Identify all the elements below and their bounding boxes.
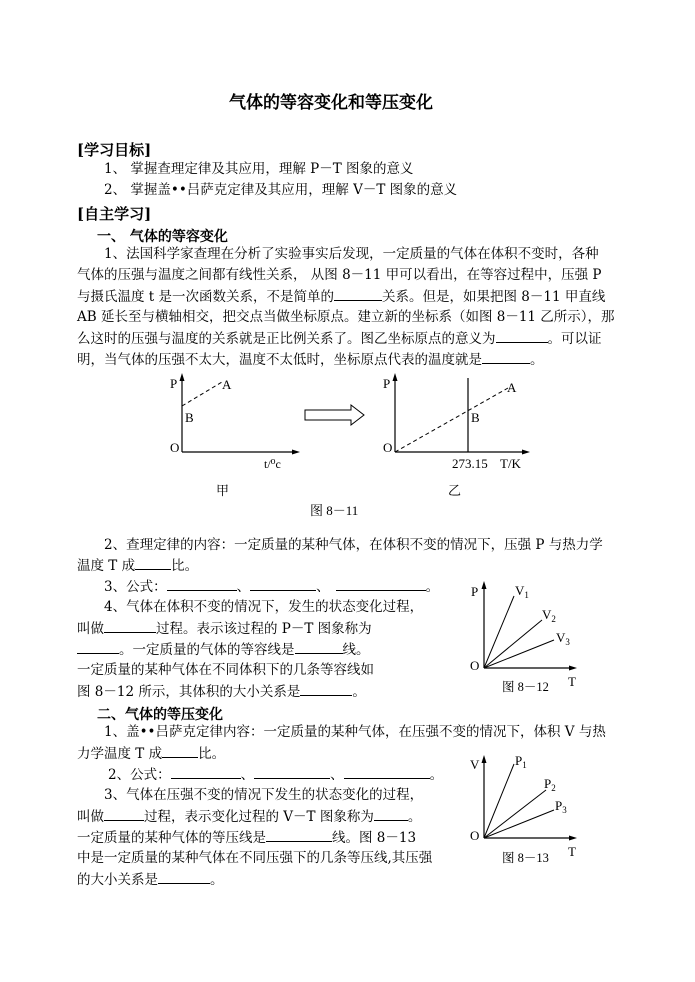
f12-axis-t: T — [568, 674, 576, 689]
yi-tick-273: 273.15 — [452, 456, 488, 471]
s1-p1-line3 — [77, 288, 605, 305]
s2-p3-line2-c: 。 — [407, 809, 422, 825]
s2-p3-line5-b: 。 — [210, 872, 224, 888]
objective-1: 1、 掌握查理定律及其应用，理解 P－T 图象的意义 — [104, 161, 414, 177]
jia-x-arrow — [292, 450, 300, 455]
s1-p1-line5 — [77, 330, 602, 347]
s2-p3-line3-b: 线。图 8－13 — [332, 830, 417, 846]
jia-axis-p: P — [170, 376, 178, 391]
f12-label-v2: $V_2$ — [542, 607, 556, 624]
s2-p3-line4: 中是一定质量的某种气体在不同压强下的几条等压线,其压强 — [77, 850, 433, 866]
jia-axis-t: t/⁰c — [264, 457, 281, 471]
sep2-1: 、 — [240, 767, 255, 783]
section1-heading: 一、 气体的等容变化 — [97, 229, 228, 245]
s1-p4-line5-a: 图 8－12 所示，其体积的大小关系是 — [77, 684, 301, 700]
s1-p1-line4: AB 延长至与横轴相交，把交点当做坐标原点。建立新的坐标系（如图 8－11 乙所示），那 — [77, 309, 615, 325]
blank-formula-1 — [167, 578, 237, 591]
s1-p4-line3-b: 线。 — [342, 642, 370, 658]
s1-p4-line3-a: 。一定质量的气体的等容线是 — [119, 642, 295, 658]
s1-p3-formula — [104, 578, 439, 595]
f13-label-p1: $P_1$ — [515, 753, 527, 770]
s1-p4-line2 — [77, 620, 372, 637]
formula-label: 3、公式： — [104, 579, 167, 595]
figure-8-11 — [150, 370, 570, 520]
blank-graph-name — [77, 641, 119, 654]
f12-label-v3: $V_3$ — [556, 630, 570, 647]
s1-p1-line6-b: 。 — [530, 352, 544, 368]
s2-p3-line3-a: 一定质量的某种气体的等压线是 — [77, 830, 266, 846]
blank-graph-name-2 — [374, 808, 408, 821]
blank-formula-3 — [336, 578, 426, 591]
s2-p1-line2 — [77, 745, 225, 762]
figure-8-12 — [462, 576, 592, 700]
yi-axis-p: P — [383, 376, 391, 391]
s1-p2-line2-b: 比。 — [171, 558, 199, 574]
s1-p1-line3-a: 与摄氏温度 t 是一次函数关系，不是简单的 — [77, 289, 335, 305]
s1-p4-line2-a: 叫做 — [77, 621, 104, 637]
section2-heading: 二、气体的等压变化 — [97, 707, 223, 723]
fig-8-13-caption: 图 8－13 — [502, 851, 549, 865]
s2-p3-line2-a: 叫做 — [77, 809, 104, 825]
blank-origin-meaning — [496, 330, 548, 343]
s2-p2-formula — [108, 766, 443, 783]
blank-formula2-3 — [344, 766, 430, 779]
yi-x-arrow — [522, 450, 530, 455]
jia-y-arrow — [180, 373, 185, 381]
s1-p1-line1: 1、法国科学家查理在分析了实验事实后发现，一定质量的气体在体积不变时，各种 — [104, 246, 599, 262]
fig-8-12-caption: 图 8－12 — [502, 680, 549, 694]
end-dot: 。 — [425, 579, 440, 595]
s2-p1-line1: 1、盖••吕萨克定律内容：一定质量的某种气体，在压强不变的情况下，体积 V 与热 — [104, 724, 606, 740]
blank-pressure-relation — [158, 871, 210, 884]
sep2-2: 、 — [330, 767, 344, 783]
s1-p2-line2 — [77, 557, 198, 574]
s1-p1-line6-a: 明，当气体的压强不太大，温度不太低时，坐标原点代表的温度就是 — [77, 352, 482, 368]
f12-y-arrow — [482, 581, 487, 589]
s1-p4-line3 — [77, 641, 370, 658]
s1-p4-line2-b: 过程。表示该过程的 P－T 图象称为 — [156, 621, 372, 637]
blank-line-type — [295, 641, 343, 654]
s2-p1-line2-b: 比。 — [198, 746, 226, 762]
f12-x-arrow — [569, 666, 577, 671]
s2-p3-line1: 3、气体在压强不变的情况下发生的状态变化的过程， — [104, 787, 424, 803]
jia-line-ab — [182, 382, 222, 406]
f13-axis-v: V — [470, 757, 480, 772]
f12-label-v1: $V_1$ — [515, 583, 529, 600]
f13-axis-t: T — [568, 844, 576, 859]
blank-proportion-2 — [162, 745, 198, 758]
s1-p1-line2: 气体的压强与温度之间都有线性关系， 从图 8－11 甲可以看出，在等容过程中，压强 P — [77, 267, 602, 283]
s2-p3-line2-b: 过程，表示变化过程的 V－T 图象称为 — [144, 809, 374, 825]
sep-2: 、 — [316, 579, 330, 595]
formula-label-2: 2、公式： — [108, 767, 171, 783]
jia-point-b: B — [185, 410, 194, 425]
fig-8-11-caption: 图 8－11 — [310, 503, 359, 518]
blank-proportion — [135, 557, 171, 570]
objective-2: 2、 掌握盖••吕萨克定律及其应用，理解 V－T 图象的意义 — [104, 182, 458, 198]
yi-point-b: B — [471, 410, 480, 425]
f13-origin: O — [470, 828, 480, 843]
end-dot-2: 。 — [429, 767, 444, 783]
f13-x-arrow — [569, 836, 577, 841]
blank-process — [104, 620, 156, 633]
f12-line-v2 — [484, 620, 542, 668]
figure-8-13 — [462, 750, 592, 874]
s1-p4-line5-b: 。 — [352, 684, 366, 700]
blank-process-2 — [104, 808, 144, 821]
yi-y-arrow — [393, 373, 398, 381]
s1-p4-line4: 一定质量的某种气体在不同体积下的几条等容线如 — [77, 662, 374, 678]
self-study-header: [自主学习] — [77, 205, 152, 223]
f13-label-p3: $P_3$ — [555, 798, 567, 815]
yi-line-ab — [395, 388, 508, 452]
blank-formula2-2 — [254, 766, 330, 779]
s2-p3-line3 — [77, 829, 416, 846]
s1-p1-line5-a: 么这时的压强与温度的关系就是正比例关系了。图乙坐标原点的意义为 — [77, 331, 496, 347]
jia-point-a: A — [222, 377, 232, 392]
s1-p1-line3-b: 关系。但是，如果把图 8－11 甲直线 — [382, 289, 606, 305]
label-yi: 乙 — [448, 483, 462, 498]
label-jia: 甲 — [216, 483, 230, 498]
yi-origin: O — [383, 440, 393, 455]
blank-line-type-2 — [266, 829, 332, 842]
s2-p3-line5 — [77, 871, 224, 888]
s1-p2-line2-a: 温度 T 成 — [77, 558, 136, 574]
f13-label-p2: $P_2$ — [544, 776, 556, 793]
transform-arrow-icon — [305, 405, 364, 425]
yi-point-a: A — [507, 380, 517, 395]
s2-p1-line2-a: 力学温度 T 成 — [77, 746, 163, 762]
page-title: 气体的等容变化和等压变化 — [229, 93, 433, 113]
s1-p1-line6 — [77, 351, 544, 368]
yi-axis-t: T/K — [500, 456, 521, 471]
blank-origin-temp — [482, 351, 530, 364]
f12-line-v3 — [484, 640, 554, 668]
f12-origin: O — [470, 658, 480, 673]
s1-p4-line1: 4、气体在体积不变的情况下，发生的状态变化过程， — [104, 599, 424, 615]
f12-axis-p: P — [471, 584, 479, 599]
s2-p3-line5-a: 的大小关系是 — [77, 872, 158, 888]
sep-1: 、 — [236, 579, 251, 595]
s1-p1-line5-b: 。可以证 — [547, 331, 602, 347]
s2-p3-line2 — [77, 808, 421, 825]
f13-line-p3 — [484, 810, 554, 838]
blank-relation — [334, 288, 382, 301]
blank-formula2-1 — [171, 766, 241, 779]
f13-y-arrow — [482, 755, 487, 763]
objectives-header: [学习目标] — [77, 141, 152, 159]
s1-p2-line1: 2、查理定律的内容：一定质量的某种气体，在体积不变的情况下，压强 P 与热力学 — [104, 537, 603, 553]
blank-volume-relation — [300, 683, 352, 696]
jia-origin: O — [170, 440, 180, 455]
s1-p4-line5 — [77, 683, 366, 700]
blank-formula-2 — [250, 578, 316, 591]
